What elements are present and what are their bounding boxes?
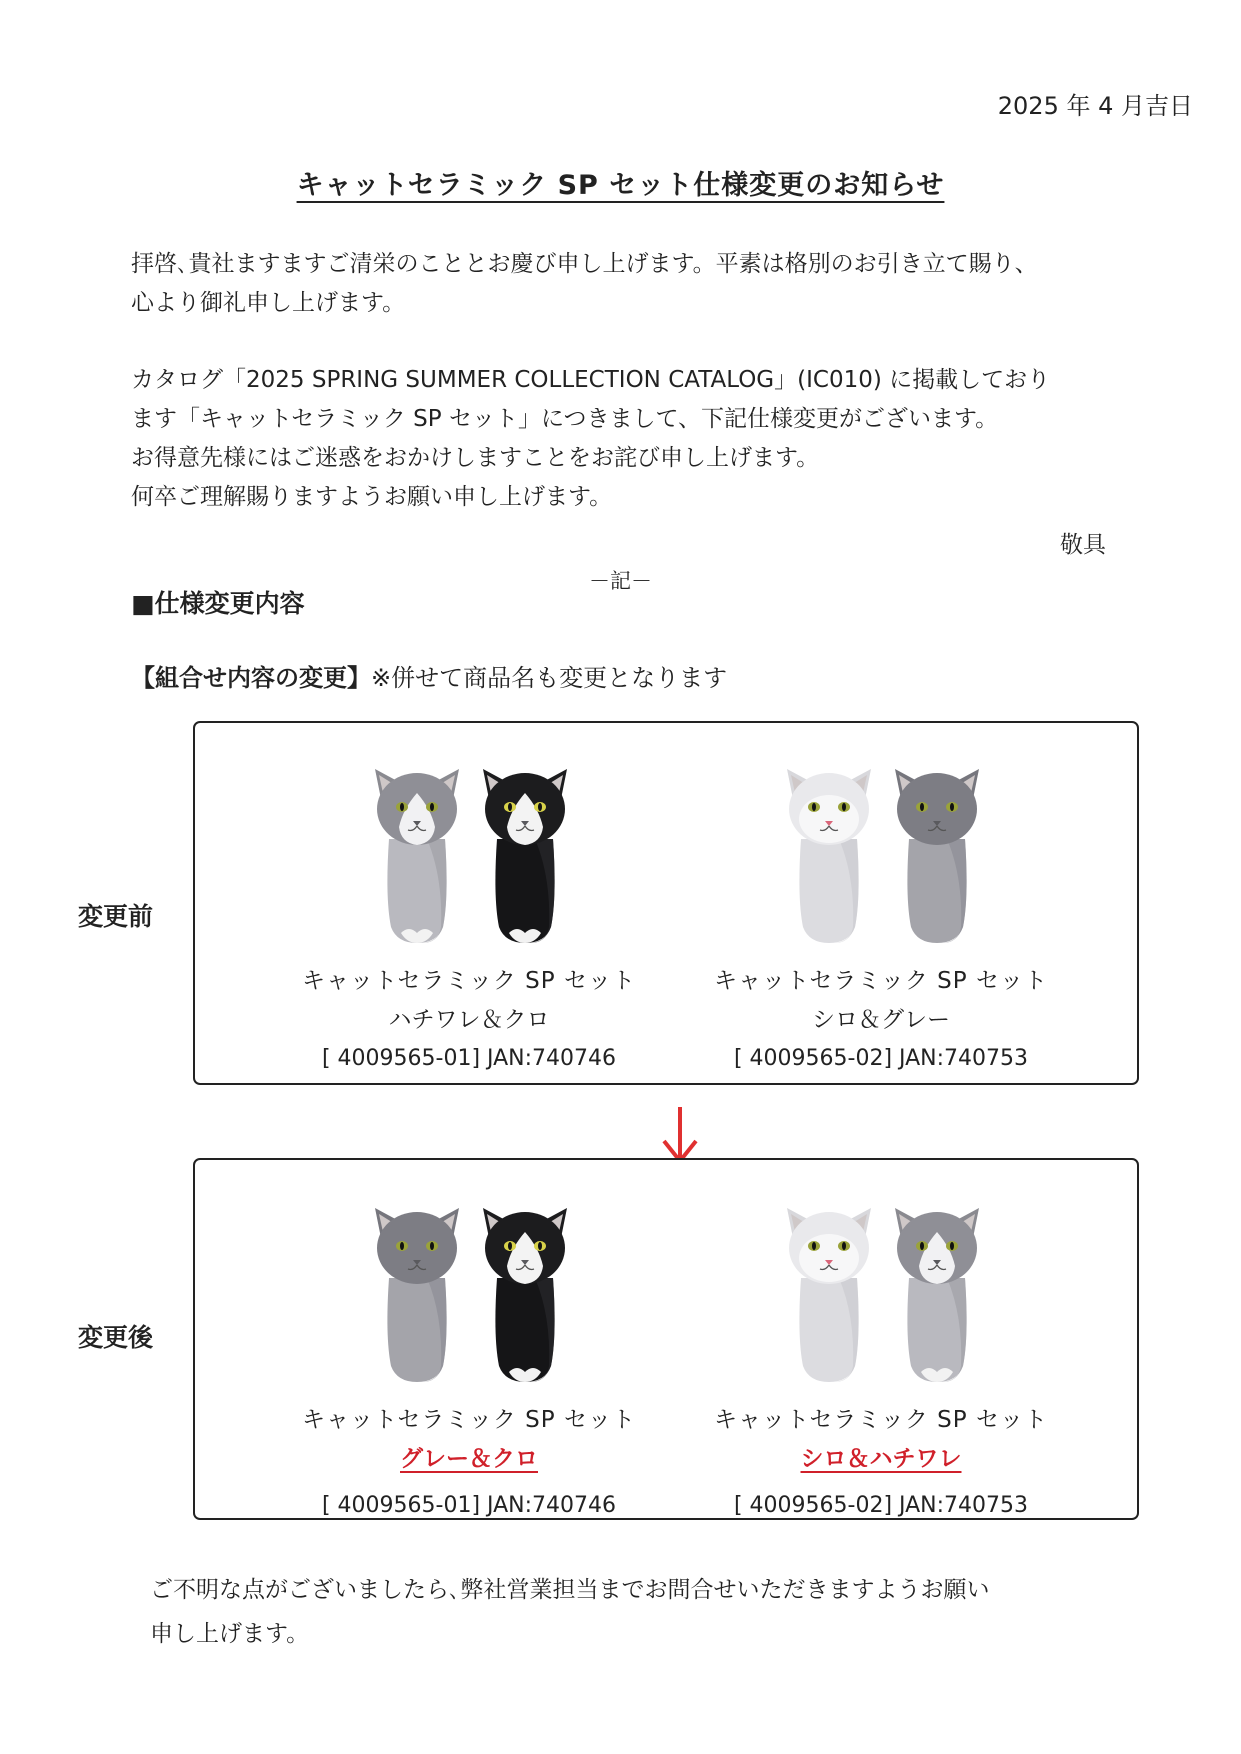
greeting-paragraph	[131, 245, 1121, 323]
arrow-down-icon	[660, 1105, 700, 1165]
product-photo	[359, 1186, 579, 1386]
before-box	[193, 721, 1139, 1085]
product-card	[259, 1186, 679, 1526]
footer-paragraph	[150, 1568, 1150, 1656]
cat-figurine-image	[771, 747, 991, 947]
body-line: 何卒ご理解賜りますようお願い申し上げます。	[131, 484, 613, 510]
product-variant-changed: シロ＆ハチワレ	[800, 1446, 962, 1472]
product-code: [ 4009565-02] JAN:740753	[733, 1493, 1029, 1518]
after-box	[193, 1158, 1139, 1520]
product-photo	[359, 747, 579, 947]
subheading-note: ※併せて商品名も変更となります	[371, 664, 728, 692]
product-card	[671, 747, 1091, 1079]
product-name: キャットセラミック SP セット	[714, 1407, 1048, 1433]
product-variant-changed: グレー＆クロ	[400, 1446, 538, 1472]
product-name: キャットセラミック SP セット	[302, 968, 636, 994]
product-photo	[771, 1186, 991, 1386]
product-code: [ 4009565-02] JAN:740753	[733, 1046, 1029, 1071]
product-name: キャットセラミック SP セット	[302, 1407, 636, 1433]
ki-marker: －記－	[589, 569, 652, 593]
issue-date: 2025 年 4 月吉日	[997, 92, 1193, 120]
section-heading: ■仕様変更内容	[131, 589, 305, 618]
product-name: キャットセラミック SP セット	[714, 968, 1048, 994]
product-variant: シロ＆グレー	[812, 1007, 950, 1033]
subheading-bold: 【組合せ内容の変更】	[131, 664, 371, 692]
document-title: キャットセラミック SP セット仕様変更のお知らせ	[296, 170, 945, 201]
product-photo	[771, 747, 991, 947]
product-code: [ 4009565-01] JAN:740746	[321, 1493, 617, 1518]
greeting-line: 心より御礼申し上げます。	[131, 290, 406, 316]
body-line: カタログ「2025 SPRING SUMMER COLLECTION CATALOG」(IC010) に掲載しており	[131, 367, 1051, 393]
greeting-line: 拝啓､貴社ますますご清栄のこととお慶び申し上げます。平素は格別のお引き立て賜り、	[131, 251, 1038, 277]
product-code: [ 4009565-01] JAN:740746	[321, 1046, 617, 1071]
product-card	[671, 1186, 1091, 1526]
body-line: お得意先様にはご迷惑をおかけしますことをお詫び申し上げます。	[131, 445, 820, 471]
subheading	[131, 658, 727, 693]
cat-figurine-image	[359, 747, 579, 947]
body-paragraph	[131, 361, 1121, 517]
footer-line: 申し上げます。	[150, 1621, 310, 1647]
after-label: 変更後	[78, 1323, 154, 1352]
cat-figurine-image	[359, 1186, 579, 1386]
closing-word: 敬具	[1060, 532, 1106, 558]
product-card	[259, 747, 679, 1079]
cat-figurine-image	[771, 1186, 991, 1386]
body-line: ます「キャットセラミック SP セット」につきまして、下記仕様変更がございます。	[131, 406, 999, 432]
before-label: 変更前	[78, 902, 154, 931]
product-variant: ハチワレ＆クロ	[388, 1007, 550, 1033]
footer-line: ご不明な点がございましたら､弊社営業担当までお問合せいただきますようお願い	[150, 1577, 990, 1603]
